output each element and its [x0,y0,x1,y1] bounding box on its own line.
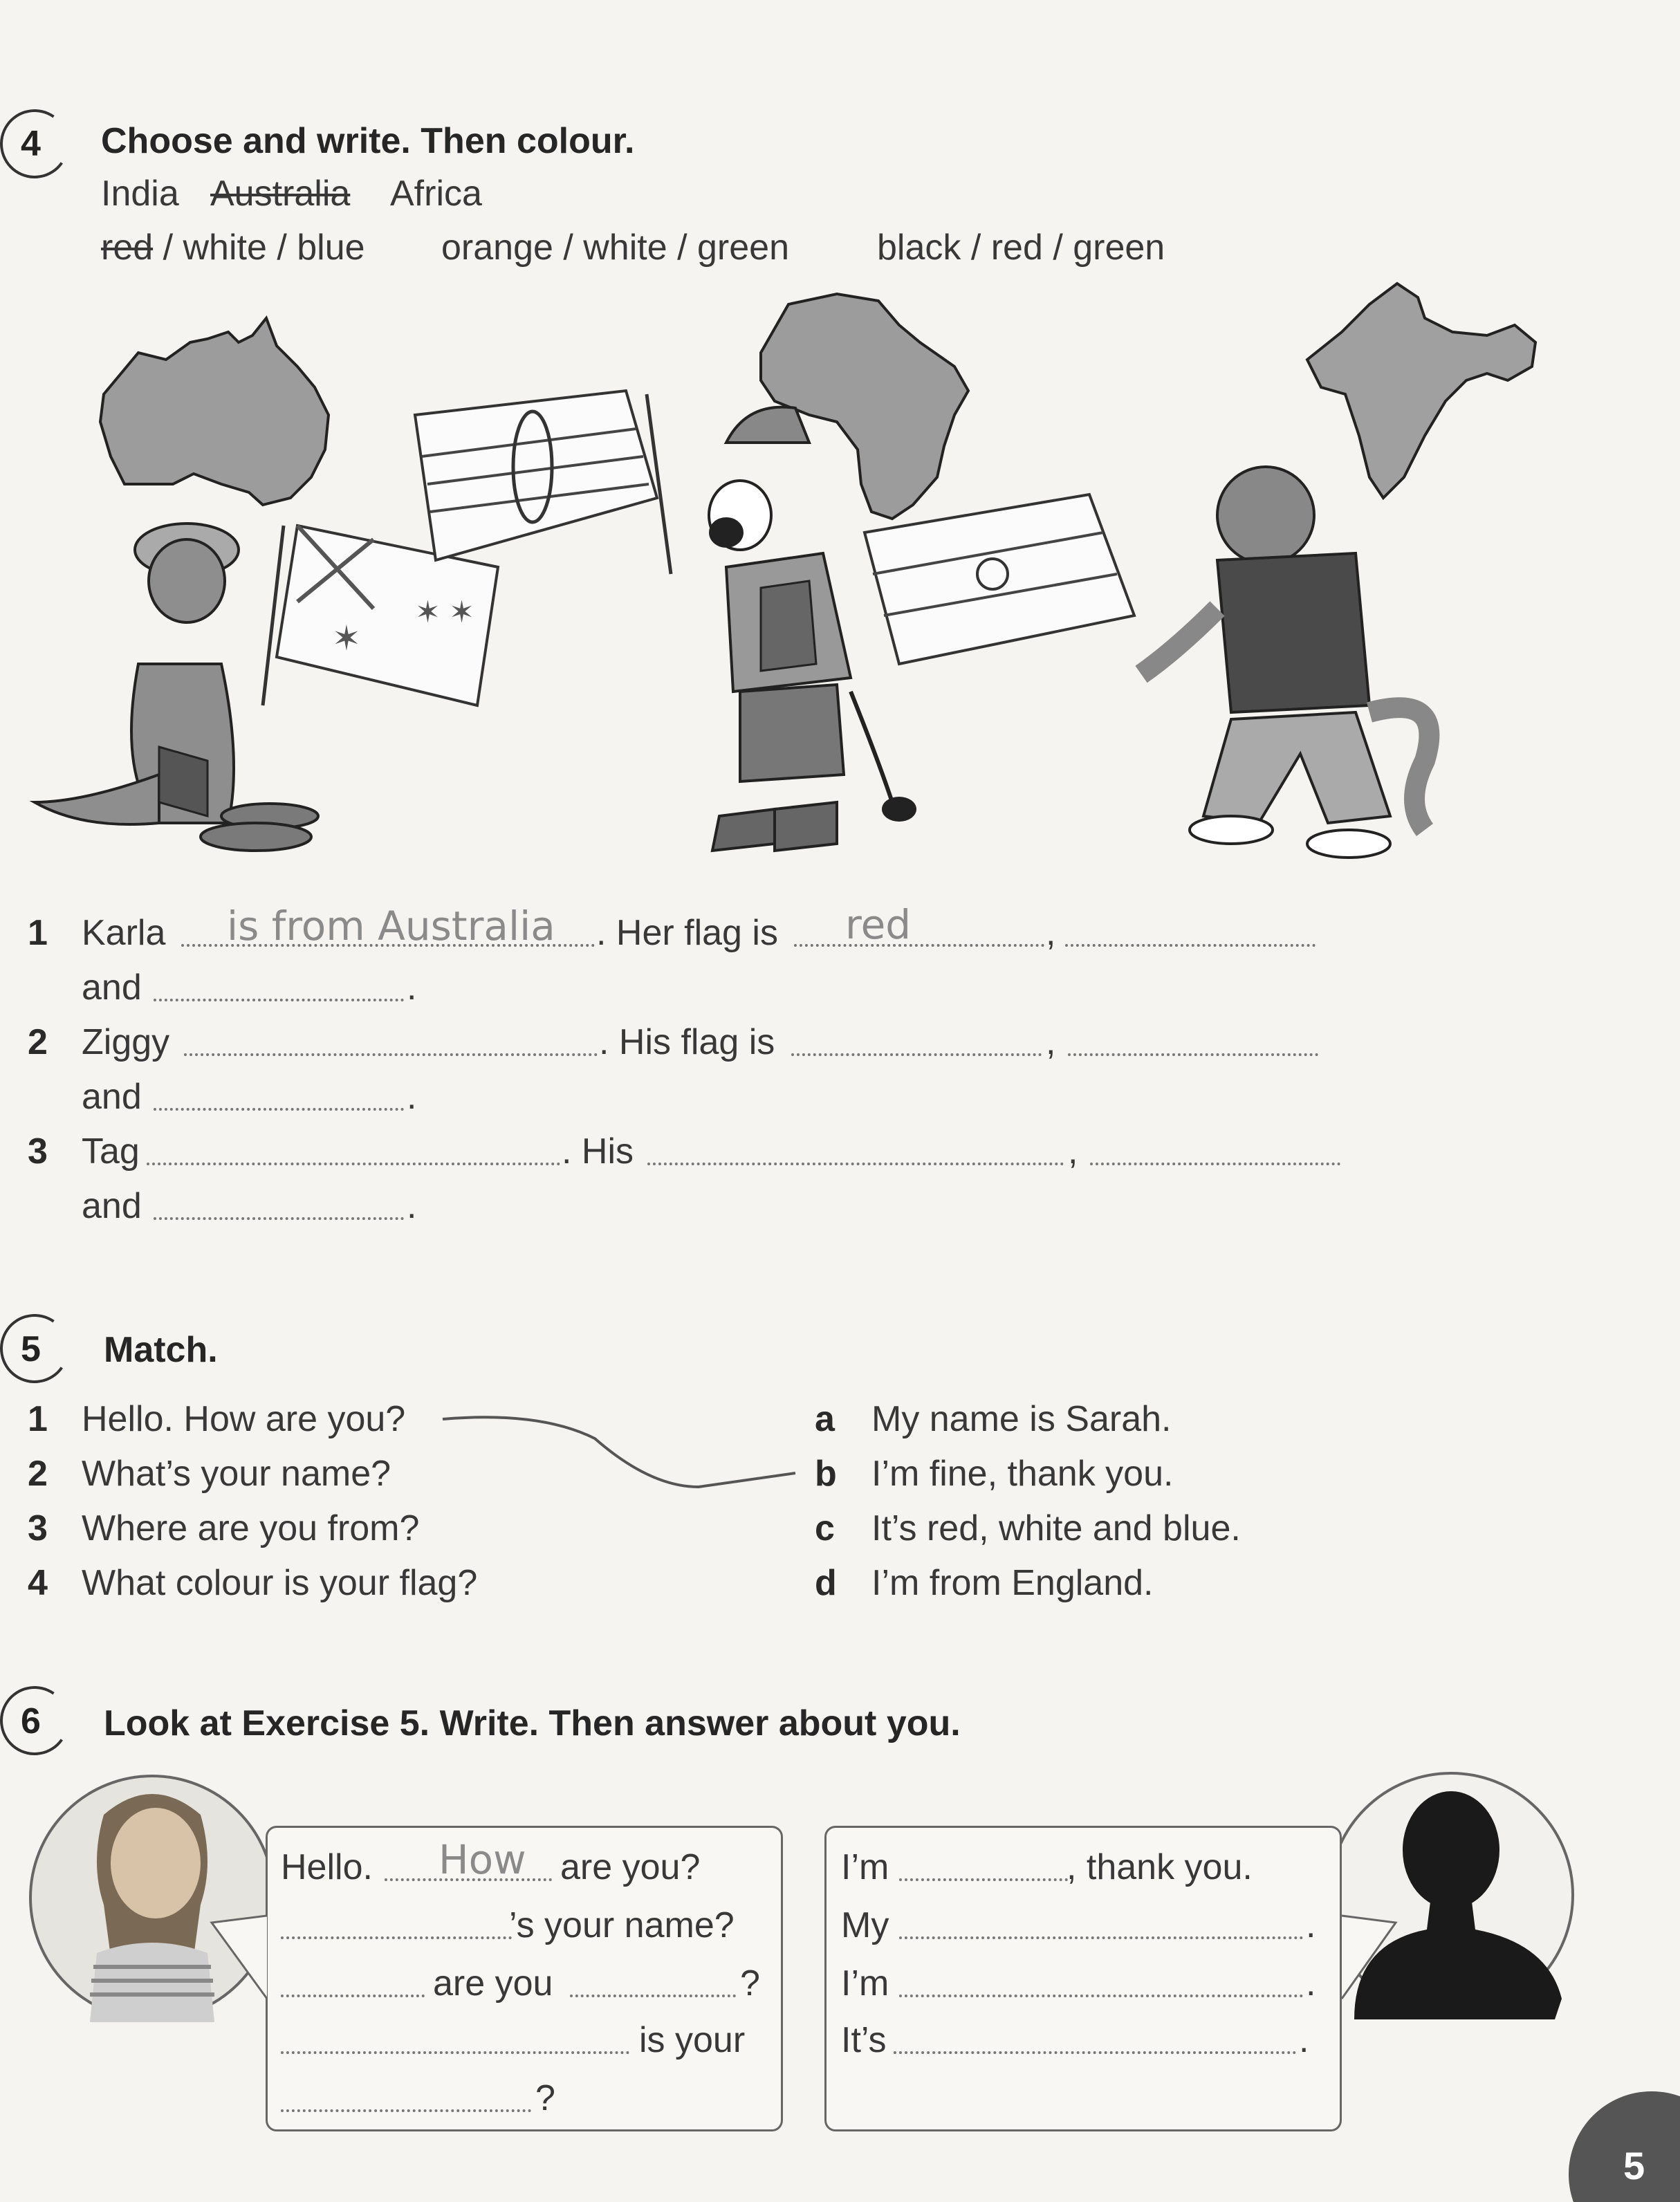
ex5-c-text[interactable]: It’s red, white and blue. [871,1508,1241,1548]
ex4-item-3-period: . [407,1186,417,1226]
ex5-q2-text[interactable]: What’s your name? [82,1454,391,1494]
ex6-answer-how: How [439,1836,526,1883]
ex6-right-its: It’s [841,2020,887,2060]
ex5-b-text[interactable]: I’m fine, thank you. [871,1454,1174,1494]
ex5-q3-text[interactable]: Where are you from? [82,1508,420,1548]
ex6-right-period-2: . [1306,1963,1316,2004]
ex5-q2-number: 2 [28,1454,48,1494]
ex5-d-letter: d [815,1563,837,1603]
ex5-b-letter: b [815,1454,837,1494]
exercise-6-title: Look at Exercise 5. Write. Then answer about you. [104,1703,961,1743]
ex4-item-1-answer: is from Australia [227,903,555,950]
ex6-right-thanks: , thank you. [1067,1847,1253,1887]
page-number: 5 [1623,2144,1645,2187]
ex6-your-name: ’s your name? [509,1905,735,1945]
ex6-blank-where[interactable] [281,1995,425,1997]
ex6-right-blank-4[interactable] [894,2051,1296,2054]
ex4-item-1-name: Karla [82,913,166,953]
colour-set-1-rest: / white / blue [153,228,365,268]
ex6-right-my: My [841,1905,889,1945]
exercise-5-title: Match. [104,1330,218,1370]
ex6-right-period-3: . [1299,2020,1309,2060]
country-africa: Africa [390,174,482,214]
ex4-item-2-mid: . His flag is [599,1022,775,1062]
country-australia: Australia [210,174,351,214]
ex6-right-blank-2[interactable] [899,1936,1303,1939]
ex4-item-2-number: 2 [28,1022,48,1062]
ex4-item-2-and: and [82,1077,142,1117]
ex4-item-3-number: 3 [28,1131,48,1172]
ex5-q1-text[interactable]: Hello. How are you? [82,1399,406,1439]
ex4-item-1-period: . [407,968,417,1008]
ex5-q3-number: 3 [28,1508,48,1548]
ex6-blank-from[interactable] [570,1995,736,1997]
ex4-item-2-period: . [407,1077,417,1117]
ex5-q4-number: 4 [28,1563,48,1603]
svg-text:✶ ✶: ✶ ✶ [415,595,474,629]
ex6-qmark-1: ? [740,1963,760,2004]
ex5-a-letter: a [815,1399,835,1439]
right-bubble-tail [1340,1909,1410,2006]
exercise-5-number: 5 [21,1329,41,1369]
ex6-right-blank-1[interactable] [899,1878,1068,1881]
ex6-hello: Hello. [281,1847,373,1887]
exercise-4-title: Choose and write. Then colour. [101,121,635,161]
ex4-item-1-mid: . Her flag is [596,913,778,953]
ex6-are-you: are you? [560,1847,701,1887]
ex6-qmark-2: ? [535,2078,555,2118]
ex4-item-2-comma: , [1046,1022,1056,1062]
exercise-6-number: 6 [21,1701,41,1741]
ex6-right-im: I’m [841,1847,889,1887]
ex6-right-period-1: . [1306,1905,1316,1945]
ex5-q4-text[interactable]: What colour is your flag? [82,1563,478,1603]
ex6-blank-name[interactable] [281,1936,512,1939]
ex4-item-3-mid: . His [562,1131,634,1172]
colour-set-2: orange / white / green [441,228,789,268]
ex5-c-letter: c [815,1508,835,1548]
ex6-blank-flag[interactable] [281,2109,531,2112]
ex4-item-2-name: Ziggy [82,1022,170,1062]
country-india: India [101,174,179,214]
ex4-item-3-name: Tag [82,1131,140,1172]
ex6-right-blank-3[interactable] [899,1995,1303,1997]
left-bubble-tail [205,1909,274,2006]
ex5-a-text[interactable]: My name is Sarah. [871,1399,1172,1439]
ex4-item-3-comma: , [1068,1131,1078,1172]
colour-red-struck: red [101,228,154,268]
ex4-item-1-colour-answer: red [845,901,912,948]
ex5-q1-number: 1 [28,1399,48,1439]
ex4-item-1-number: 1 [28,913,48,953]
exercise-4-number: 4 [21,124,41,164]
ex4-item-1-and: and [82,968,142,1008]
ex6-is-your: is your [639,2020,746,2060]
colour-set-3: black / red / green [877,228,1165,268]
ex5-d-text[interactable]: I’m from England. [871,1563,1154,1603]
ex6-right-im-2: I’m [841,1963,889,2004]
ex4-item-3-and: and [82,1186,142,1226]
ex6-blank-what-colour[interactable] [281,2051,629,2054]
ex4-item-1-comma: , [1046,913,1056,953]
ex6-are-you-2: are you [433,1963,553,2004]
svg-text:✶: ✶ [332,619,361,658]
